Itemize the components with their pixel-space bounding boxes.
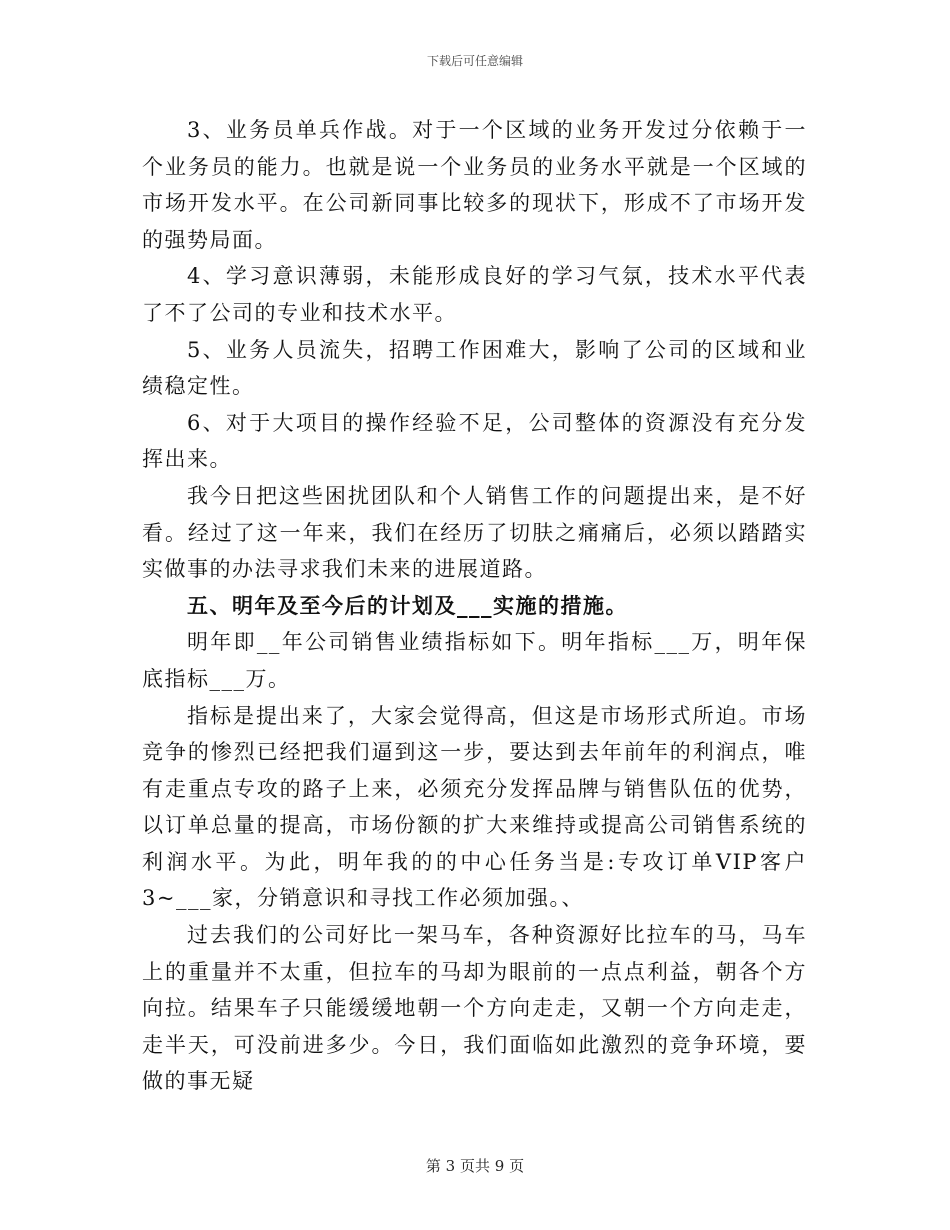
page-footer: 第 3 页共 9 页 [425, 1157, 525, 1175]
document-body [142, 112, 807, 1100]
section-heading-five: 五、明年及至今后的计划及___实施的措施。 [187, 592, 628, 618]
paragraph-carriage-analogy: 过去我们的公司好比一架马车，各种资源好比拉车的马，马车上的重量并不太重，但拉车的马却为眼前的一点点利益，朝各个方向拉。结果车子只能缓缓地朝一个方向走走，又朝一个方向走走，走半天，可没前进多少。今日，我们面临如此激烈的竞争环境，要做的事无疑 [142, 923, 807, 1094]
paragraph-target-explanation: 指标是提出来了，大家会觉得高，但这是市场形式所迫。市场竞争的惨烈已经把我们逼到这一步，要达到去年前年的利润点，唯有走重点专攻的路子上来，必须充分发挥品牌与销售队伍的优势，以订单总量的提高，市场份额的扩大来维持或提高公司销售系统的利润水平。为此，明年我的的中心任务当是:专攻订单VIP客户3~___家，分销意识和寻找工作必须加强。、 [142, 703, 807, 911]
paragraph-weakness-6: 6、对于大项目的操作经验不足，公司整体的资源没有充分发挥出来。 [142, 410, 807, 472]
paragraph-weakness-3: 3、业务员单兵作战。对于一个区域的业务开发过分依赖于一个业务员的能力。也就是说一个业务员的业务水平就是一个区域的市场开发水平。在公司新同事比较多的现状下，形成不了市场开发的强势局面。 [142, 118, 807, 252]
paragraph-reflection: 我今日把这些困扰团队和个人销售工作的问题提出来，是不好看。经过了这一年来，我们在经历了切肤之痛痛后，必须以踏踏实实做事的办法寻求我们未来的进展道路。 [142, 483, 807, 582]
page-header: 下载后可任意编辑 [426, 54, 523, 68]
paragraph-weakness-5: 5、业务人员流失，招聘工作困难大，影响了公司的区域和业绩稳定性。 [142, 337, 807, 399]
paragraph-weakness-4: 4、学习意识薄弱，未能形成良好的学习气氛，技术水平代表了不了公司的专业和技术水平。 [142, 264, 807, 325]
paragraph-targets: 明年即__年公司销售业绩指标如下。明年指标___万，明年保底指标___万。 [142, 630, 807, 691]
